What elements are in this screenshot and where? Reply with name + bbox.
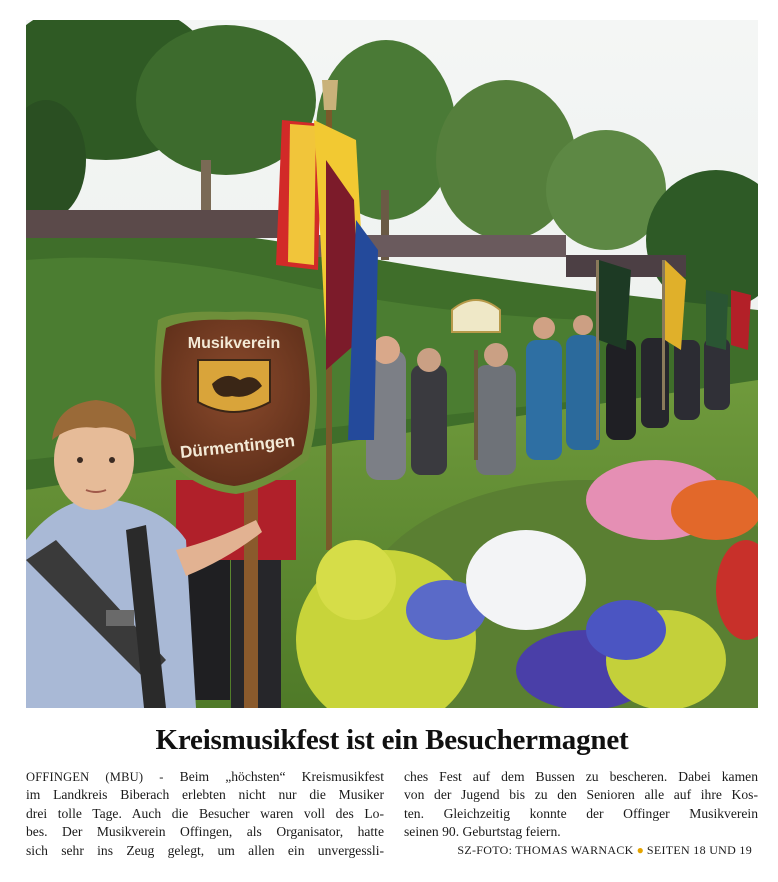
body-line: ches Fest auf dem Bussen zu bescheren. Dabei kamen <box>404 769 758 784</box>
body-line: sich sehr ins Zeug gelegt, um allen ein unvergessli- <box>26 842 384 858</box>
body-line: von der Jugend bis zu den Senioren alle auf ihre Kos- <box>404 787 758 803</box>
bullet-dot-icon: ● <box>636 843 644 857</box>
dateline: OFFINGEN (MBU) - <box>26 770 180 784</box>
body-line: ten. Gleichzeitig konnte der Offinger Musikverein <box>404 805 758 821</box>
body-line: im Landkreis Biberach erlebten nicht nur die Musiker <box>26 787 384 803</box>
page-reference: SEITEN 18 UND 19 <box>646 843 752 857</box>
headline: Kreismusikfest ist ein Besuchermagnet <box>155 724 629 756</box>
body-line: bes. Der Musikverein Offingen, als Organisator, hatte <box>26 824 384 840</box>
column-right <box>404 768 758 842</box>
photo-credit-line <box>457 843 752 858</box>
board-bottom-text: Dürmentingen <box>179 431 296 463</box>
board-top-text: Musikverein <box>187 335 281 352</box>
man-red-shirt <box>176 480 296 708</box>
body-line: OFFINGEN (MBU) - Beim „höchsten“ Kreismusikfest <box>26 769 384 784</box>
body-line: seinen 90. Geburtstag feiern. <box>404 824 561 840</box>
column-left <box>26 768 384 860</box>
photo-credit: SZ-FOTO: THOMAS WARNACK <box>457 843 634 857</box>
body-line: drei tolle Tage. Auch die Besucher waren voll des Lo- <box>26 805 384 821</box>
article-photo <box>26 20 758 708</box>
